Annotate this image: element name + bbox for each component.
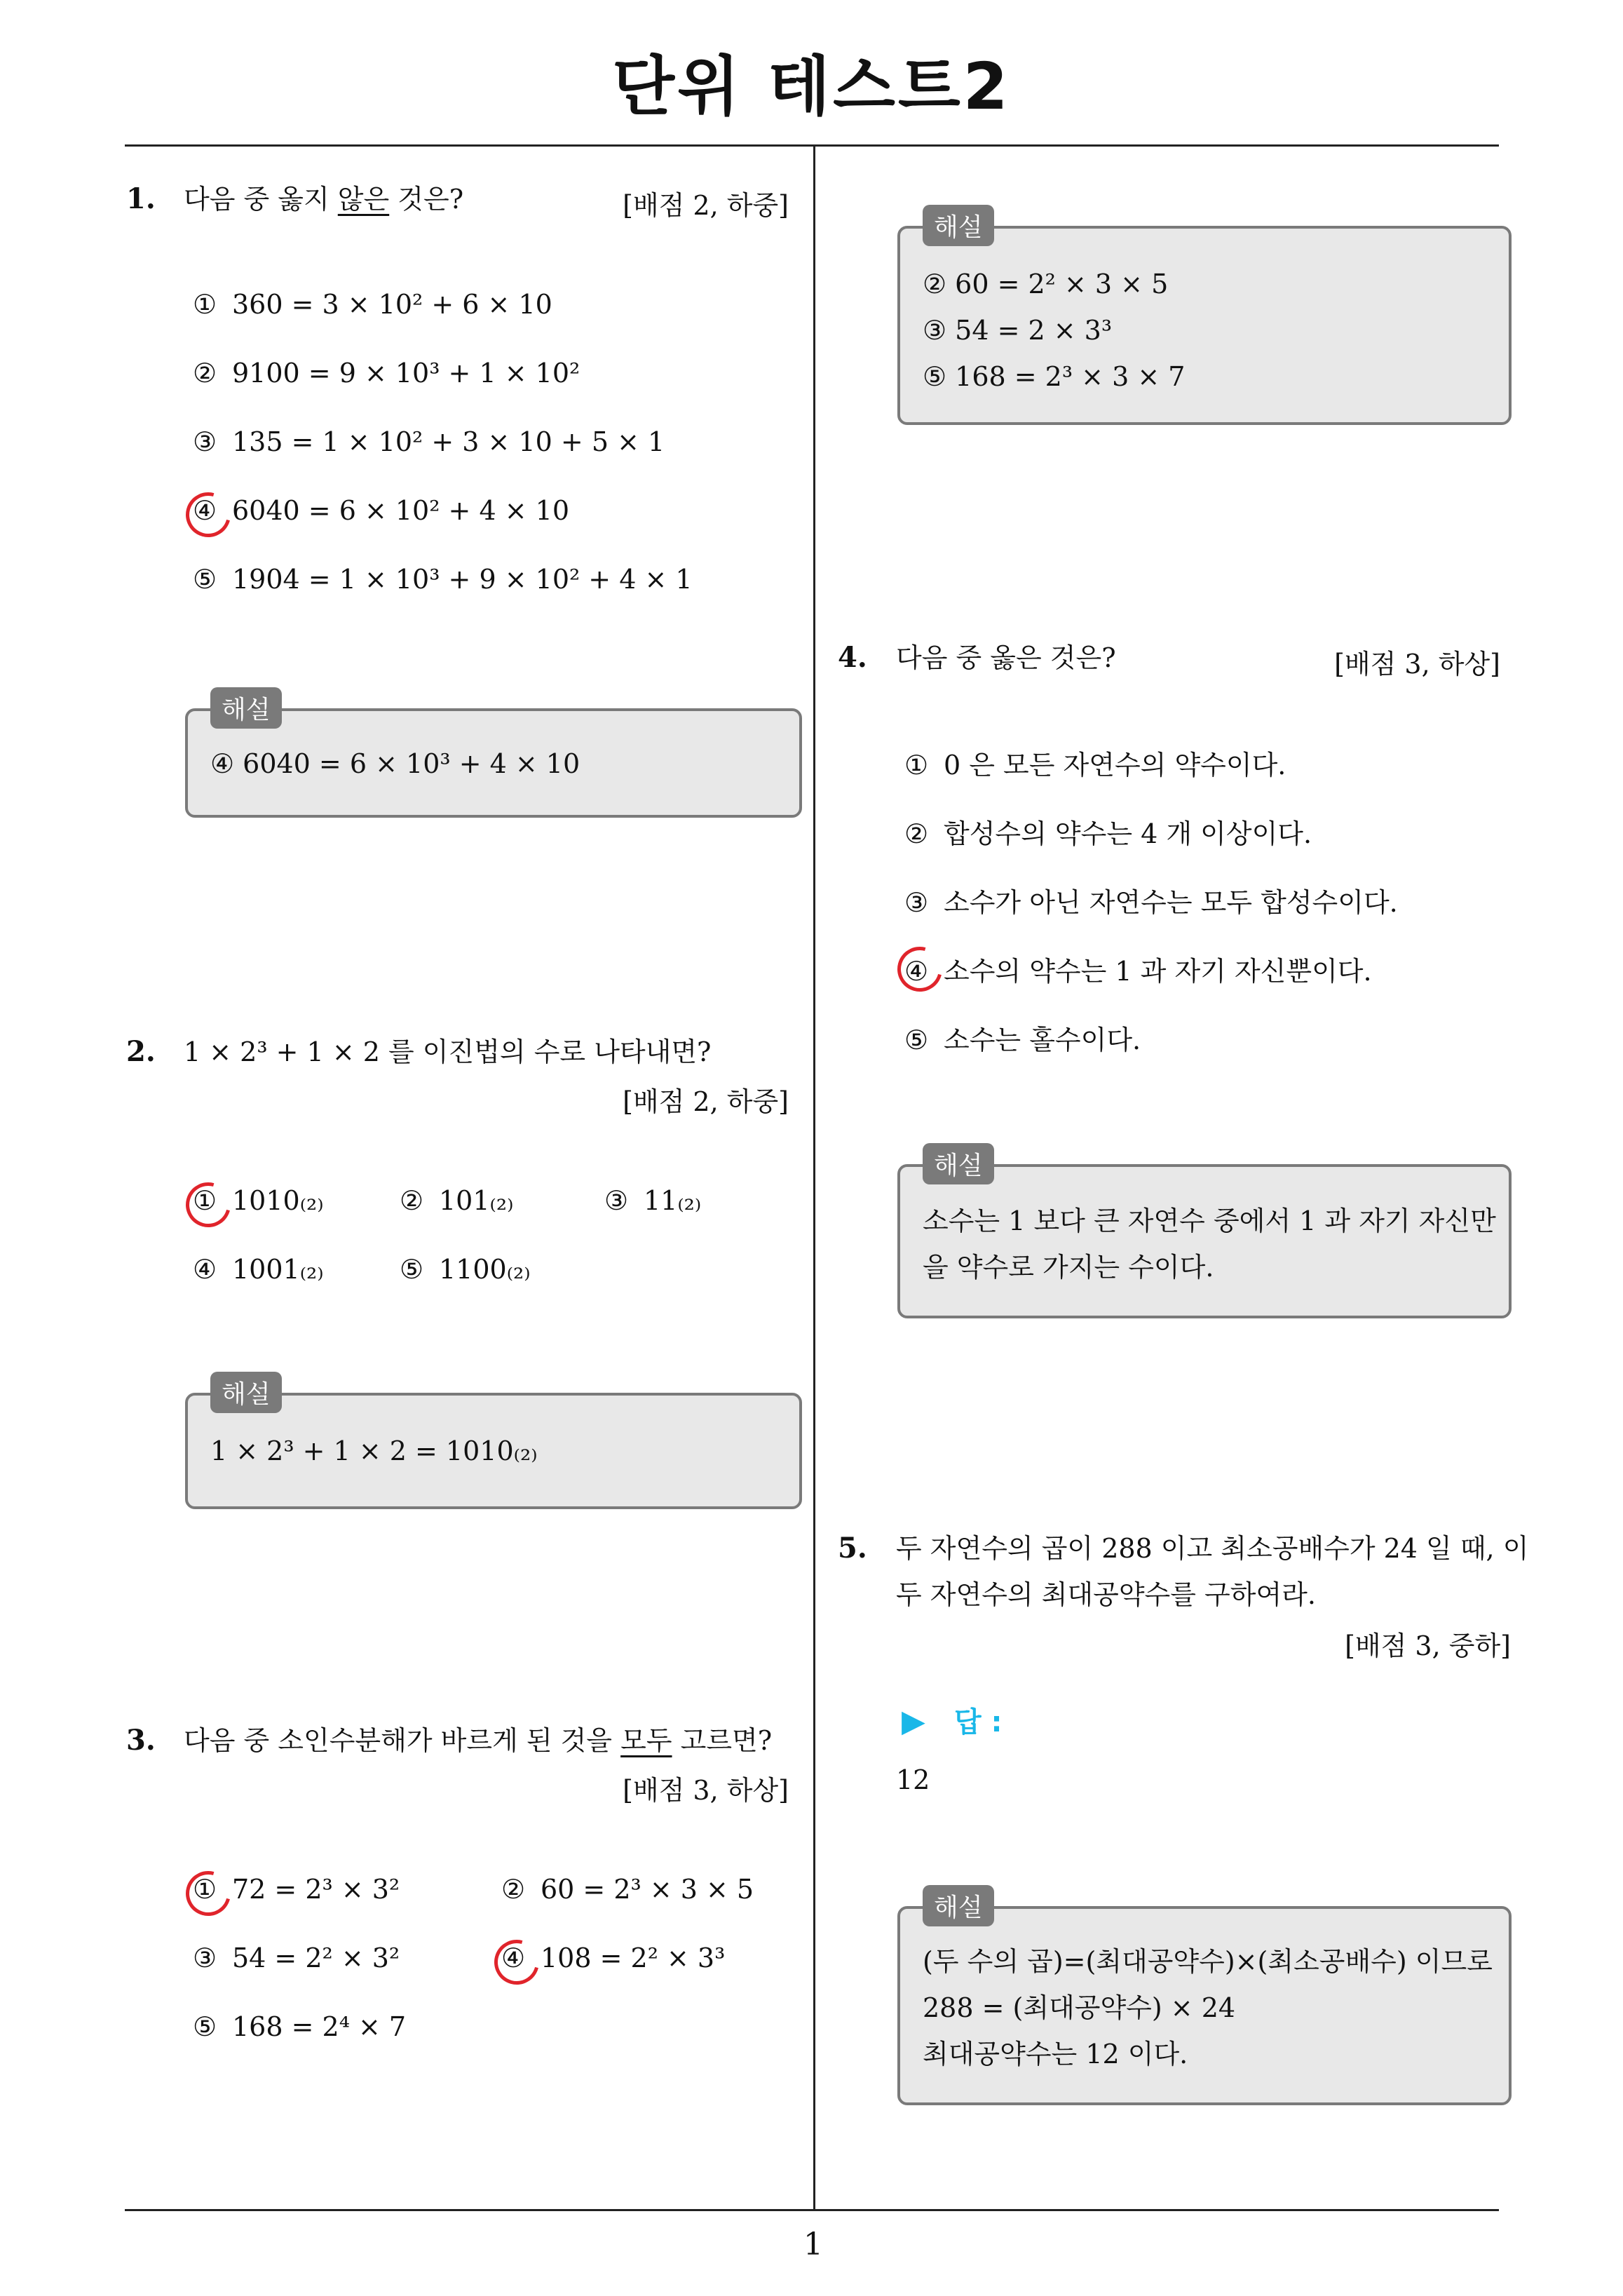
- q4-score: [배점 3, 하상]: [1334, 649, 1500, 680]
- answer-circle-mark: [889, 938, 950, 999]
- q1-option-2[interactable]: ② 9100 = 9 × 10³ + 1 × 10²: [193, 358, 580, 389]
- q3-text-pre: 다음 중 소인수분해가 바르게 된 것을: [184, 1725, 621, 1756]
- q5-text-line-1: 두 자연수의 곱이 288 이고 최소공배수가 24 일 때, 이: [896, 1533, 1529, 1564]
- q2-score: [배점 2, 하중]: [623, 1086, 789, 1117]
- q3-score: [배점 3, 하상]: [623, 1775, 789, 1806]
- q4-solution-line-1: 소수는 1 보다 큰 자연수 중에서 1 과 자기 자신만: [923, 1206, 1496, 1236]
- answer-arrow-icon: ▶: [902, 1703, 925, 1739]
- q1-solution-line: ④ 6040 = 6 × 10³ + 4 × 10: [210, 748, 580, 779]
- q1-solution-tag: 해설: [210, 687, 282, 729]
- q4-option-3[interactable]: ③ 소수가 아닌 자연수는 모두 합성수이다.: [904, 887, 1398, 918]
- q3-option-5[interactable]: ⑤ 168 = 2⁴ × 7: [193, 2011, 407, 2042]
- q5-text-line-2: 두 자연수의 최대공약수를 구하여라.: [896, 1579, 1316, 1610]
- q5-solution-box: [897, 1906, 1512, 2105]
- q3-text-post: 고르면?: [672, 1725, 773, 1756]
- q1-text-emph: 않은: [337, 184, 390, 215]
- q4-text: 다음 중 옳은 것은?: [896, 642, 1116, 673]
- q1-text-pre: 다음 중 옳지: [184, 184, 338, 215]
- q4-option-1[interactable]: ① 0 은 모든 자연수의 약수이다.: [904, 750, 1286, 781]
- q1-number: 1.: [126, 182, 156, 215]
- answer-circle-mark: [177, 1174, 238, 1235]
- q2-text: 1 × 2³ + 1 × 2 를 이진법의 수로 나타내면?: [184, 1036, 712, 1067]
- answer-label: 답 :: [953, 1706, 1003, 1738]
- q3-option-4[interactable]: ④ 108 = 2² × 3³: [501, 1943, 725, 1973]
- q5-number: 5.: [838, 1532, 867, 1565]
- q1-text-post: 것은?: [389, 184, 464, 215]
- q4-option-4[interactable]: ④ 소수의 약수는 1 과 자기 자신뿐이다.: [904, 950, 1372, 988]
- q2-option-5[interactable]: ⑤ 1100₍₂₎: [400, 1254, 531, 1285]
- q5-answer-value: 12: [896, 1764, 930, 1795]
- q3-option-1[interactable]: ① 72 = 2³ × 3²: [193, 1874, 400, 1905]
- q4-solution-tag: 해설: [923, 1143, 994, 1184]
- q3-text: [184, 1718, 772, 1763]
- q3-solution-box: [897, 226, 1512, 425]
- q3-solution-tag: 해설: [923, 205, 994, 246]
- q5-solution-line-2: 288 = (최대공약수) × 24: [923, 1992, 1236, 2023]
- q2-option-3[interactable]: ③ 11₍₂₎: [604, 1185, 702, 1216]
- q5-answer-row: [902, 1700, 1003, 1740]
- page-number: 1: [803, 2227, 823, 2262]
- q3-number: 3.: [126, 1724, 156, 1757]
- q3-text-emph: 모두: [620, 1725, 672, 1756]
- q4-solution-line-2: 을 약수로 가지는 수이다.: [923, 1252, 1214, 1283]
- q3-solution-line-3: ⑤ 168 = 2³ × 3 × 7: [923, 361, 1186, 392]
- answer-circle-mark: [486, 1931, 547, 1992]
- q3-option-2[interactable]: ② 60 = 2³ × 3 × 5: [501, 1874, 754, 1905]
- q2-option-2[interactable]: ② 101₍₂₎: [400, 1185, 514, 1216]
- q1-score: [배점 2, 하중]: [623, 190, 789, 221]
- q3-option-3[interactable]: ③ 54 = 2² × 3²: [193, 1943, 400, 1973]
- q4-option-2[interactable]: ② 합성수의 약수는 4 개 이상이다.: [904, 818, 1312, 849]
- answer-circle-mark: [177, 484, 238, 545]
- q3-solution-line-2: ③ 54 = 2 × 3³: [923, 315, 1113, 346]
- q1-text: [184, 177, 463, 222]
- q1-option-4[interactable]: ④ 6040 = 6 × 10² + 4 × 10: [193, 495, 569, 526]
- q4-option-5[interactable]: ⑤ 소수는 홀수이다.: [904, 1025, 1141, 1055]
- answer-circle-mark: [177, 1863, 238, 1924]
- q2-number: 2.: [126, 1035, 156, 1068]
- q2-option-1[interactable]: ① 1010₍₂₎: [193, 1185, 324, 1216]
- q5-solution-line-1: (두 수의 곱)=(최대공약수)×(최소공배수) 이므로: [923, 1946, 1493, 1977]
- q4-solution-box: [897, 1164, 1512, 1318]
- q2-option-4[interactable]: ④ 1001₍₂₎: [193, 1254, 324, 1285]
- top-rule: [125, 144, 1499, 147]
- q2-solution-tag: 해설: [210, 1372, 282, 1413]
- q1-option-5[interactable]: ⑤ 1904 = 1 × 10³ + 9 × 10² + 4 × 1: [193, 564, 693, 595]
- q5-solution-line-3: 최대공약수는 12 이다.: [923, 2039, 1188, 2069]
- q5-solution-tag: 해설: [923, 1885, 994, 1926]
- q2-solution-line: 1 × 2³ + 1 × 2 = 1010₍₂₎: [210, 1436, 538, 1466]
- q1-option-3[interactable]: ③ 135 = 1 × 10² + 3 × 10 + 5 × 1: [193, 426, 665, 457]
- page-title: 단위 테스트2: [612, 49, 1011, 124]
- q3-solution-line-1: ② 60 = 2² × 3 × 5: [923, 269, 1169, 299]
- q4-number: 4.: [838, 641, 867, 674]
- bottom-rule: [125, 2209, 1499, 2211]
- q5-score: [배점 3, 중하]: [1345, 1630, 1511, 1661]
- q1-option-1[interactable]: ① 360 = 3 × 10² + 6 × 10: [193, 289, 552, 320]
- column-divider: [813, 144, 815, 2210]
